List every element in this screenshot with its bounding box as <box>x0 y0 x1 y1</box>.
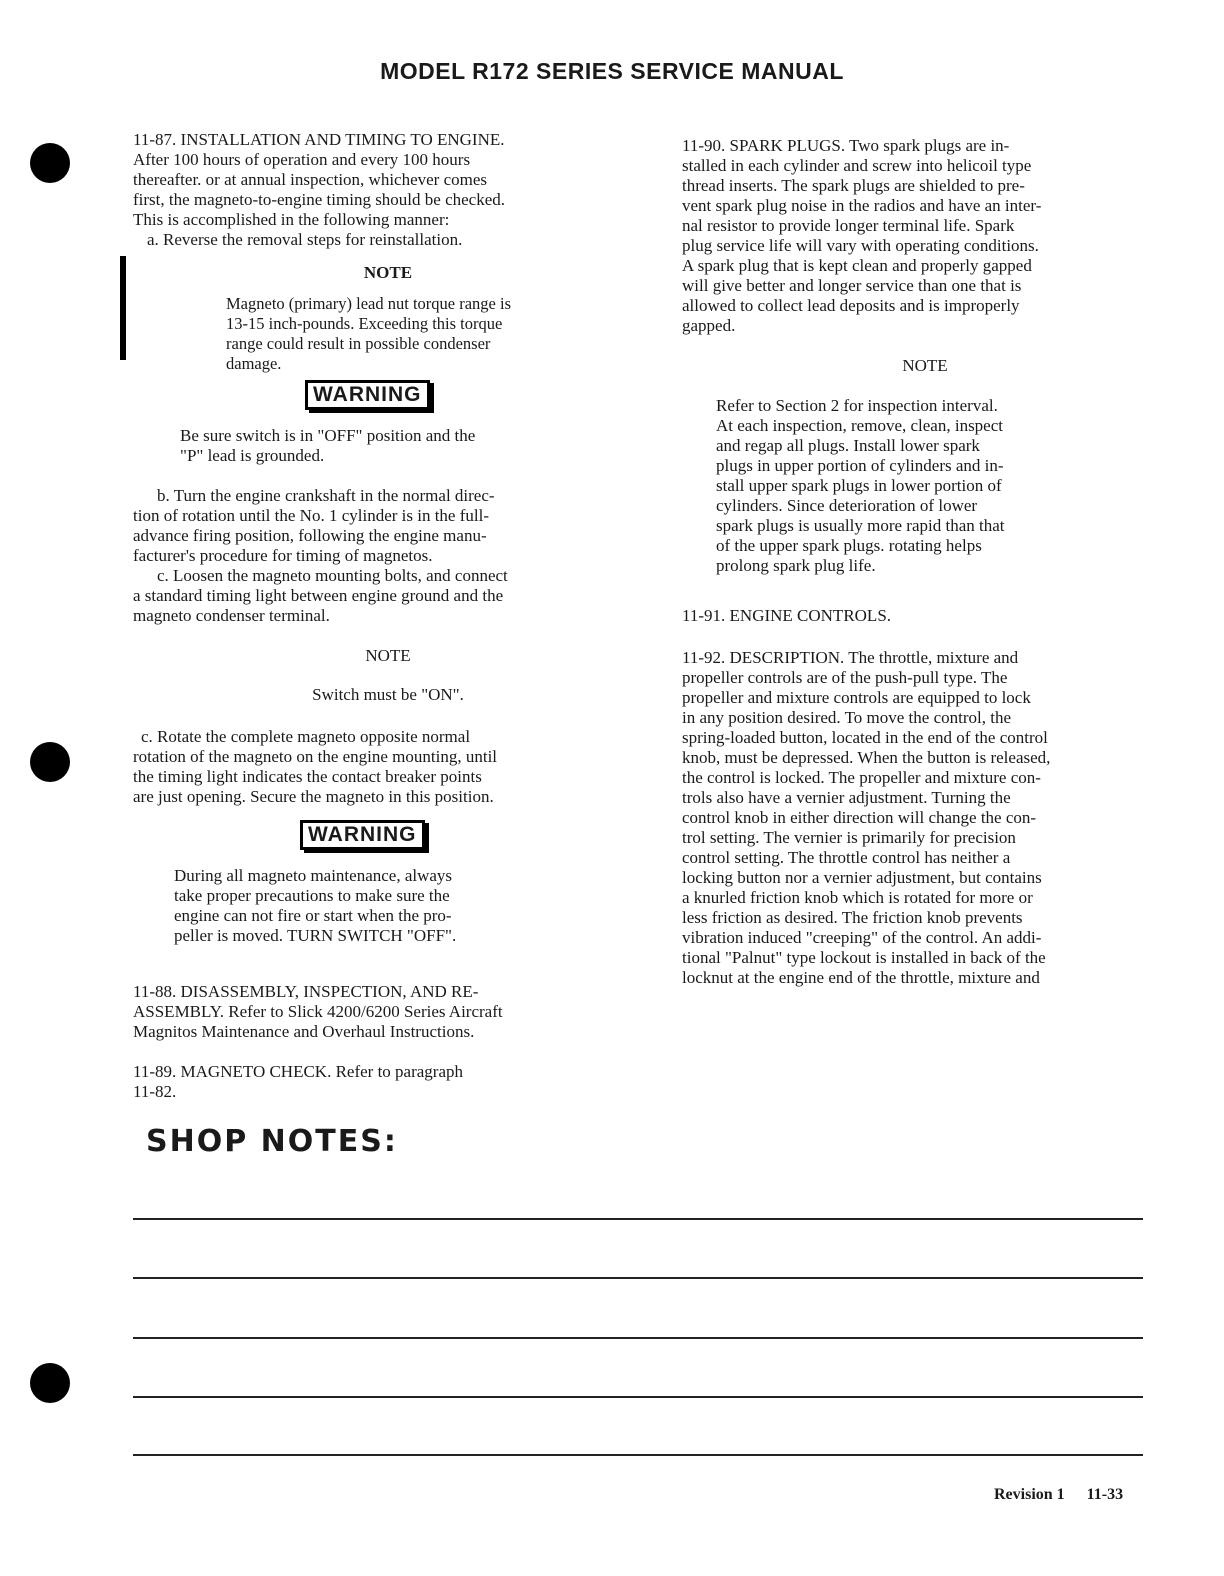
warning-maintenance: During all magneto maintenance, always take proper precautions to make sure the engine can not fire or start when the pro- peller is moved. TURN SWITCH "OFF". <box>174 866 457 945</box>
note-torque: Magneto (primary) lead nut torque range is 13-15 inch-pounds. Exceeding this torque range could result in possible condenser damage. <box>226 294 511 373</box>
binder-hole <box>30 1363 70 1403</box>
binder-hole <box>30 143 70 183</box>
note-switch-on: Switch must be "ON". <box>312 685 464 704</box>
shop-notes-heading: SHOP NOTES: <box>146 1124 398 1159</box>
warning-badge: WARNING <box>300 820 425 850</box>
paragraph-11-88: 11-88. DISASSEMBLY, INSPECTION, AND RE- ASSEMBLY. Refer to Slick 4200/6200 Series Aircraft Magnitos Maintenance and Overhaul Instructions. <box>133 982 503 1041</box>
steps-b-c: b. Turn the engine crankshaft in the normal direc- tion of rotation until the No. 1 cylinder is in the full- advance firing position, following the engine manu- facturer's procedure for timing of magnetos. c. Loosen the magneto mounting bolts, and connect a standard timing light between engine ground and the magneto condenser terminal. <box>133 486 508 625</box>
note-heading: NOTE <box>902 356 948 375</box>
revision-label: Revision 1 <box>994 1486 1065 1503</box>
note-spark-plug-inspection: Refer to Section 2 for inspection interval. At each inspection, remove, clean, inspect and regap all plugs. Install lower spark plugs in upper portion of cylinders and in- stall upper spark plugs in lower portion of cylinders. Since deterioration of lower spark plugs is usually more rapid than that of the upper spark plugs. rotating helps prolong spark plug life. <box>716 396 1005 575</box>
warning-switch-off: Be sure switch is in "OFF" position and the "P" lead is grounded. <box>180 426 476 465</box>
shop-notes-line <box>133 1277 1143 1279</box>
step-c-rotate: c. Rotate the complete magneto opposite normal rotation of the magneto on the engine mounting, until the timing light indicates the contact breaker points are just opening. Secure the magneto in this position. <box>133 727 498 806</box>
note-heading: NOTE <box>365 646 411 665</box>
shop-notes-line <box>133 1337 1143 1339</box>
note-heading: NOTE <box>363 263 413 282</box>
binder-hole <box>30 742 70 782</box>
revision-change-bar <box>120 256 126 360</box>
page-number: 11-33 <box>1086 1486 1124 1503</box>
shop-notes-line <box>133 1218 1143 1220</box>
paragraph-11-91: 11-91. ENGINE CONTROLS. <box>682 606 892 625</box>
paragraph-11-89: 11-89. MAGNETO CHECK. Refer to paragraph 11-82. <box>133 1062 464 1101</box>
paragraph-11-92: 11-92. DESCRIPTION. The throttle, mixture and propeller controls are of the push-pull type. The propeller and mixture controls are equipped to lock in any position desired. To move the control, the spring-loaded button, located in the end of the control knob, must be depressed. When the button is released, the control is locked. The propeller and mixture con- trols also have a vernier adjustment. Turning the control knob in either direction will change the con- trol setting. The vernier is primarily for precision control setting. The throttle control has neither a locking button nor a vernier adjustment, but contains a knurled friction knob which is rotated for more or less friction as desired. The friction knob prevents vibration induced "creeping" of the control. An addi- tional "Palnut" type lockout is installed in back of the locknut at the engine end of the throttle, mixture and <box>682 648 1051 987</box>
warning-badge: WARNING <box>305 380 430 410</box>
page-title: MODEL R172 SERIES SERVICE MANUAL <box>380 58 844 84</box>
shop-notes-line <box>133 1454 1143 1456</box>
shop-notes-line <box>133 1396 1143 1398</box>
paragraph-11-87: 11-87. INSTALLATION AND TIMING TO ENGINE. After 100 hours of operation and every 100 hours thereafter. or at annual inspection, whichever comes first, the magneto-to-engine timing should be checked. This is accomplished in the following manner: a. Reverse the removal steps for reinstallation. <box>133 130 506 249</box>
paragraph-11-90: 11-90. SPARK PLUGS. Two spark plugs are in- stalled in each cylinder and screw into helicoil type thread inserts. The spark plugs are shielded to pre- vent spark plug noise in the radios and have an inter- nal resistor to provide longer terminal life. Spark plug service life will vary with operating conditions. A spark plug that is kept clean and properly gapped will give better and longer service than one that is allowed to collect lead deposits and is improperly gapped. <box>682 136 1042 335</box>
page-footer <box>994 1486 1123 1504</box>
